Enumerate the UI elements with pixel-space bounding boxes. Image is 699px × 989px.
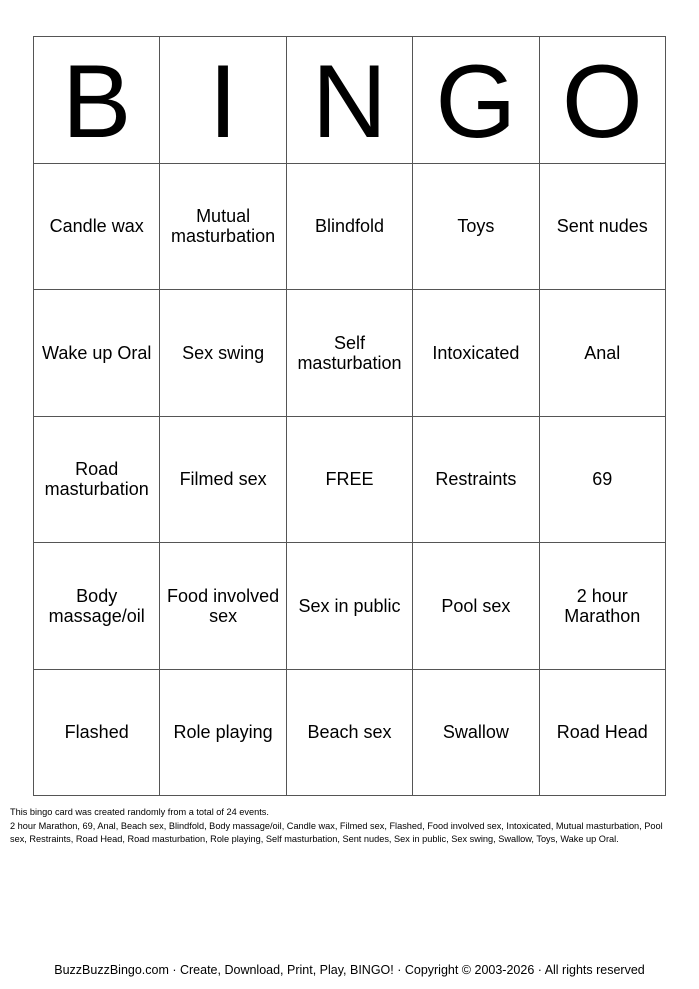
bingo-cell: Swallow <box>413 669 539 796</box>
bingo-cell: 69 <box>539 416 665 543</box>
bingo-cell: Role playing <box>160 669 286 796</box>
header-letter-o: O <box>539 37 665 164</box>
bingo-cell: Flashed <box>34 669 160 796</box>
bingo-cell: Anal <box>539 290 665 417</box>
bingo-row-5 <box>34 669 666 796</box>
bingo-cell: Candle wax <box>34 163 160 290</box>
bingo-cell: Sex swing <box>160 290 286 417</box>
bingo-cell: Intoxicated <box>413 290 539 417</box>
bingo-cell: Sent nudes <box>539 163 665 290</box>
bingo-cell: Self masturbation <box>286 290 412 417</box>
header-letter-n: N <box>286 37 412 164</box>
bingo-cell: Road Head <box>539 669 665 796</box>
creation-note: This bingo card was created randomly from a total of 24 events. <box>10 807 269 817</box>
bingo-cell: Blindfold <box>286 163 412 290</box>
bingo-row-4 <box>34 543 666 670</box>
header-letter-b: B <box>34 37 160 164</box>
bingo-cell: Wake up Oral <box>34 290 160 417</box>
bingo-card <box>33 36 666 796</box>
bingo-cell: Sex in public <box>286 543 412 670</box>
event-list: 2 hour Marathon, 69, Anal, Beach sex, Blindfold, Body massage/oil, Candle wax, Filmed sex, Flashed, Food involved sex, Intoxicated, Mutual masturbation, Pool sex, Restraints, Road Head, Road masturbation, Role playing, Self masturbation, Sent nudes, Sex in public, Sex swing, Swallow, Toys, Wake up Oral. <box>10 820 663 844</box>
bingo-header-row <box>34 37 666 164</box>
copyright-line: BuzzBuzzBingo.com · Create, Download, Print, Play, BINGO! · Copyright © 2003-2026 · All rights reserved <box>54 963 645 977</box>
bingo-cell: Body massage/oil <box>34 543 160 670</box>
bingo-cell: Road masturbation <box>34 416 160 543</box>
header-letter-g: G <box>413 37 539 164</box>
bingo-row-3 <box>34 416 666 543</box>
bingo-cell: Food involved sex <box>160 543 286 670</box>
bingo-cell: Filmed sex <box>160 416 286 543</box>
bingo-cell: Toys <box>413 163 539 290</box>
free-space-cell: FREE <box>286 416 412 543</box>
bingo-cell: Restraints <box>413 416 539 543</box>
bingo-cell: Beach sex <box>286 669 412 796</box>
bingo-row-1 <box>34 163 666 290</box>
header-letter-i: I <box>160 37 286 164</box>
card-footer-notes <box>10 806 682 847</box>
bingo-row-2 <box>34 290 666 417</box>
bingo-cell: 2 hour Marathon <box>539 543 665 670</box>
bingo-cell: Mutual masturbation <box>160 163 286 290</box>
bingo-cell: Pool sex <box>413 543 539 670</box>
